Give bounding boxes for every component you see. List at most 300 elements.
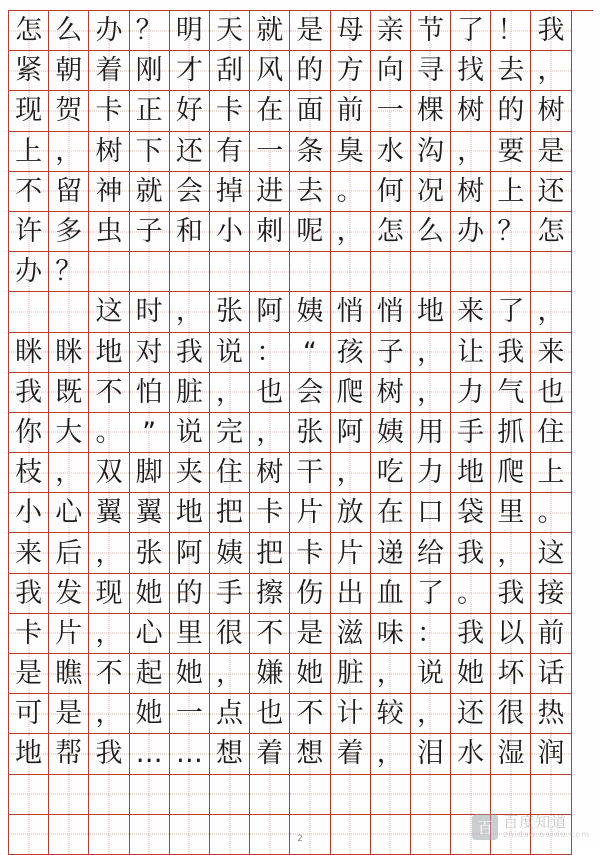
grid-cell <box>290 252 330 292</box>
grid-cell-char: 前 <box>336 95 364 127</box>
grid-cell <box>250 493 290 533</box>
grid-cell <box>9 574 49 614</box>
grid-cell <box>411 413 451 453</box>
grid-cell-char: 下 <box>135 135 163 167</box>
grid-cell-char: 向 <box>376 55 404 87</box>
grid-cell <box>89 775 129 815</box>
grid-cell-char: 去 <box>497 55 525 87</box>
grid-cell <box>371 333 411 373</box>
grid-cell-char: 也 <box>256 376 284 408</box>
grid-cell <box>89 694 129 734</box>
grid-cell <box>531 252 571 292</box>
grid-cell-char: 前 <box>537 617 565 649</box>
grid-cell-char: 不 <box>95 658 123 690</box>
grid-cell-char: 她 <box>296 658 324 690</box>
grid-cell-char: 小 <box>15 497 43 529</box>
grid-cell <box>89 292 129 332</box>
grid-cell-char: 让 <box>457 336 485 368</box>
grid-cell <box>250 574 290 614</box>
grid-cell <box>210 775 250 815</box>
grid-cell <box>290 533 330 573</box>
grid-cell-char: 很 <box>497 698 525 730</box>
grid-cell-char: 卡 <box>256 497 284 529</box>
grid-cell-char: 不 <box>296 698 324 730</box>
grid-cell-char: 坏 <box>497 658 525 690</box>
grid-cell-char: 力 <box>416 457 444 489</box>
grid-cell <box>290 51 330 91</box>
grid-cell <box>9 132 49 172</box>
grid-cell-char: 心 <box>135 617 163 649</box>
grid-cell-char: 着 <box>336 738 364 770</box>
grid-cell-char: ？ <box>497 216 525 248</box>
grid-cell <box>411 212 451 252</box>
grid-cell <box>210 694 250 734</box>
grid-cell <box>451 333 491 373</box>
grid-cell <box>531 453 571 493</box>
grid-cell <box>210 172 250 212</box>
grid-cell-char: 这 <box>95 296 123 328</box>
grid-cell-char: 还 <box>175 135 203 167</box>
grid-cell <box>290 132 330 172</box>
grid-cell <box>411 172 451 212</box>
grid-cell-char: ， <box>95 617 123 649</box>
grid-cell <box>250 614 290 654</box>
grid-cell <box>170 614 210 654</box>
grid-cell <box>331 51 371 91</box>
grid-cell <box>371 493 411 533</box>
grid-cell <box>9 734 49 774</box>
grid-cell-char: 方 <box>336 55 364 87</box>
grid-cell-char: 脏 <box>175 376 203 408</box>
grid-cell-char: 卡 <box>216 95 244 127</box>
grid-cell-char: 上 <box>497 175 525 207</box>
grid-cell <box>9 694 49 734</box>
grid-row <box>9 172 593 212</box>
grid-cell-char: 天 <box>216 15 244 47</box>
grid-cell <box>250 775 290 815</box>
grid-cell-char: 干 <box>296 457 324 489</box>
grid-cell <box>49 574 89 614</box>
grid-cell <box>9 333 49 373</box>
grid-cell-char: 怎 <box>15 15 43 47</box>
grid-cell <box>250 292 290 332</box>
grid-cell-char: 树 <box>457 175 485 207</box>
grid-cell-char: 把 <box>216 497 244 529</box>
grid-cell-char: 刺 <box>256 216 284 248</box>
grid-cell <box>491 51 531 91</box>
grid-cell <box>210 373 250 413</box>
grid-cell <box>451 413 491 453</box>
grid-cell <box>290 614 330 654</box>
grid-cell-char: 阿 <box>175 537 203 569</box>
grid-cell <box>411 91 451 131</box>
grid-cell <box>290 91 330 131</box>
grid-cell-char: 发 <box>55 577 83 609</box>
grid-cell <box>531 212 571 252</box>
grid-cell <box>331 614 371 654</box>
grid-cell-char: 润 <box>537 738 565 770</box>
grid-cell <box>9 413 49 453</box>
grid-cell-char: 住 <box>537 416 565 448</box>
grid-cell <box>89 453 129 493</box>
grid-cell-char: 片 <box>336 537 364 569</box>
grid-cell <box>411 533 451 573</box>
grid-cell <box>49 453 89 493</box>
grid-cell-char: 出 <box>336 577 364 609</box>
grid-cell <box>331 775 371 815</box>
grid-cell-char: ， <box>95 698 123 730</box>
grid-cell-char: ： <box>256 336 284 368</box>
grid-cell <box>89 614 129 654</box>
grid-cell-char: 帮 <box>55 738 83 770</box>
grid-cell <box>290 775 330 815</box>
grid-cell <box>411 51 451 91</box>
grid-cell <box>49 252 89 292</box>
grid-cell-char: 放 <box>336 497 364 529</box>
grid-cell-char: 办 <box>457 216 485 248</box>
grid-row <box>9 453 593 493</box>
grid-cell <box>531 51 571 91</box>
grid-cell-char: ， <box>95 537 123 569</box>
grid-cell <box>331 413 371 453</box>
grid-cell-char: 紧 <box>15 55 43 87</box>
grid-cell <box>9 292 49 332</box>
grid-cell <box>9 614 49 654</box>
grid-cell-char: 姨 <box>296 296 324 328</box>
grid-cell <box>411 574 451 614</box>
grid-cell-char: 热 <box>537 698 565 730</box>
grid-cell-char: 说 <box>216 336 244 368</box>
grid-cell-char: 袋 <box>457 497 485 529</box>
grid-cell-char: 是 <box>15 658 43 690</box>
grid-cell-char: 棵 <box>416 95 444 127</box>
grid-row <box>9 252 593 292</box>
grid-cell <box>49 614 89 654</box>
grid-row <box>9 413 593 453</box>
grid-cell <box>210 252 250 292</box>
grid-cell <box>130 252 170 292</box>
grid-cell-char: 还 <box>537 175 565 207</box>
grid-cell <box>210 533 250 573</box>
grid-cell-char: 掉 <box>216 175 244 207</box>
grid-cell <box>411 11 451 51</box>
grid-cell <box>170 212 210 252</box>
grid-cell-char: 找 <box>457 55 485 87</box>
grid-cell-char: 么 <box>55 15 83 47</box>
grid-cell-char: 不 <box>15 175 43 207</box>
grid-cell <box>331 574 371 614</box>
grid-cell-char: 她 <box>457 658 485 690</box>
grid-cell-char: 瞧 <box>55 658 83 690</box>
grid-cell <box>491 333 531 373</box>
grid-cell-char: 有 <box>216 135 244 167</box>
grid-cell <box>531 373 571 413</box>
grid-cell <box>451 91 491 131</box>
grid-cell-char: 想 <box>296 738 324 770</box>
grid-cell-char: 双 <box>95 457 123 489</box>
grid-cell-char: 去 <box>296 175 324 207</box>
grid-cell <box>89 734 129 774</box>
grid-cell-char: 会 <box>175 175 203 207</box>
grid-cell-char: 树 <box>376 376 404 408</box>
grid-cell <box>49 373 89 413</box>
grid-cell-char: 她 <box>135 698 163 730</box>
grid-cell-char: 刮 <box>216 55 244 87</box>
grid-cell <box>411 252 451 292</box>
grid-cell-char: 我 <box>15 376 43 408</box>
grid-cell <box>9 212 49 252</box>
grid-cell <box>451 614 491 654</box>
grid-cell-char: 一 <box>175 698 203 730</box>
grid-cell-char: 亲 <box>376 15 404 47</box>
grid-cell-char: 脚 <box>135 457 163 489</box>
grid-cell <box>89 533 129 573</box>
grid-cell-char: ， <box>537 296 565 328</box>
grid-cell <box>371 132 411 172</box>
grid-row <box>9 614 593 654</box>
grid-cell <box>130 51 170 91</box>
grid-cell-char: 你 <box>15 416 43 448</box>
grid-cell-char: 才 <box>175 55 203 87</box>
grid-cell <box>451 453 491 493</box>
grid-cell <box>290 212 330 252</box>
grid-cell-char: 也 <box>537 376 565 408</box>
grid-cell-char: 的 <box>497 95 525 127</box>
grid-cell-char: 臭 <box>336 135 364 167</box>
grid-cell <box>411 292 451 332</box>
grid-cell <box>451 775 491 815</box>
grid-cell-char: 悄 <box>376 296 404 328</box>
grid-cell-char: ， <box>216 658 244 690</box>
grid-cell <box>170 292 210 332</box>
grid-cell <box>491 533 531 573</box>
grid-cell-char: 可 <box>15 698 43 730</box>
grid-cell-char: 滋 <box>336 617 364 649</box>
grid-cell <box>210 91 250 131</box>
grid-cell-char: 怎 <box>376 216 404 248</box>
grid-cell-char: 和 <box>175 216 203 248</box>
grid-cell-char: 她 <box>175 658 203 690</box>
grid-cell-char: ， <box>416 336 444 368</box>
grid-cell <box>210 11 250 51</box>
grid-cell-char: ” <box>142 416 157 448</box>
grid-cell <box>170 453 210 493</box>
grid-cell-char: 片 <box>55 617 83 649</box>
grid-cell <box>49 11 89 51</box>
grid-cell <box>290 292 330 332</box>
grid-cell <box>531 654 571 694</box>
grid-cell <box>250 694 290 734</box>
grid-cell <box>531 694 571 734</box>
grid-cell <box>210 51 250 91</box>
grid-cell <box>170 654 210 694</box>
grid-cell <box>89 252 129 292</box>
grid-cell <box>89 132 129 172</box>
grid-cell <box>130 775 170 815</box>
grid-cell-char: 贺 <box>55 95 83 127</box>
grid-cell <box>451 574 491 614</box>
grid-cell-char: 许 <box>15 216 43 248</box>
grid-cell-char: 较 <box>376 698 404 730</box>
grid-cell <box>89 574 129 614</box>
grid-cell <box>9 373 49 413</box>
grid-cell-char: 小 <box>216 216 244 248</box>
grid-cell-char: 阿 <box>336 416 364 448</box>
grid-cell <box>411 373 451 413</box>
grid-cell-char: 气 <box>497 376 525 408</box>
grid-cell <box>531 172 571 212</box>
grid-cell <box>451 11 491 51</box>
grid-cell-char: 留 <box>55 175 83 207</box>
grid-cell <box>9 453 49 493</box>
grid-cell <box>290 694 330 734</box>
grid-cell-char: 翼 <box>135 497 163 529</box>
grid-cell-char: 孩 <box>336 336 364 368</box>
grid-cell <box>371 574 411 614</box>
grid-cell <box>451 694 491 734</box>
grid-cell-char: 了 <box>457 15 485 47</box>
grid-cell <box>491 132 531 172</box>
grid-cell <box>371 453 411 493</box>
grid-cell <box>49 654 89 694</box>
grid-cell-char: ， <box>55 135 83 167</box>
grid-cell <box>451 493 491 533</box>
grid-cell-char: 口 <box>416 497 444 529</box>
grid-cell <box>130 292 170 332</box>
grid-cell <box>210 333 250 373</box>
grid-cell <box>49 51 89 91</box>
grid-cell-char: 时 <box>135 296 163 328</box>
grid-cell <box>210 292 250 332</box>
grid-cell-char: 眯 <box>55 336 83 368</box>
grid-cell <box>531 413 571 453</box>
grid-cell-char: 母 <box>336 15 364 47</box>
grid-cell-char: 办 <box>95 15 123 47</box>
grid-cell-char: 的 <box>296 55 324 87</box>
grid-cell <box>250 51 290 91</box>
grid-cell <box>531 493 571 533</box>
grid-cell <box>210 574 250 614</box>
grid-cell <box>250 132 290 172</box>
grid-row <box>9 132 593 172</box>
grid-cell <box>49 533 89 573</box>
grid-cell <box>210 493 250 533</box>
grid-cell-char: 夹 <box>175 457 203 489</box>
grid-cell <box>49 775 89 815</box>
grid-cell <box>371 172 411 212</box>
grid-cell <box>130 453 170 493</box>
writing-grid <box>8 10 593 855</box>
grid-cell <box>170 574 210 614</box>
grid-cell-char: 我 <box>15 577 43 609</box>
grid-cell <box>371 11 411 51</box>
grid-cell <box>491 252 531 292</box>
grid-cell-char: 递 <box>376 537 404 569</box>
grid-cell <box>331 493 371 533</box>
grid-cell <box>290 333 330 373</box>
grid-row <box>9 373 593 413</box>
grid-cell <box>250 373 290 413</box>
grid-cell-char: 水 <box>457 738 485 770</box>
grid-cell <box>49 132 89 172</box>
grid-cell-char: 她 <box>135 577 163 609</box>
grid-cell <box>411 132 451 172</box>
grid-cell <box>491 493 531 533</box>
grid-cell <box>170 51 210 91</box>
watermark-en-text: zhidao.baidu.com <box>503 829 590 839</box>
grid-cell <box>9 533 49 573</box>
grid-row <box>9 333 593 373</box>
grid-cell-char: 完 <box>216 416 244 448</box>
grid-row <box>9 694 593 734</box>
grid-cell-char: 抓 <box>497 416 525 448</box>
grid-cell <box>9 775 49 815</box>
grid-cell <box>531 775 571 815</box>
grid-cell <box>250 252 290 292</box>
grid-cell-char: 上 <box>537 457 565 489</box>
grid-cell-char: ， <box>376 738 404 770</box>
grid-cell <box>130 91 170 131</box>
grid-cell-char: 枝 <box>15 457 43 489</box>
grid-row <box>9 11 593 51</box>
grid-row <box>9 493 593 533</box>
grid-cell <box>89 91 129 131</box>
grid-cell <box>491 775 531 815</box>
grid-cell-char: 水 <box>376 135 404 167</box>
grid-cell-char: … <box>135 738 163 770</box>
grid-cell <box>250 333 290 373</box>
grid-cell-char: 风 <box>256 55 284 87</box>
grid-cell <box>170 493 210 533</box>
grid-cell <box>89 493 129 533</box>
grid-cell <box>210 132 250 172</box>
grid-cell-char: 一 <box>256 135 284 167</box>
grid-cell-char: 说 <box>175 416 203 448</box>
grid-cell <box>130 533 170 573</box>
grid-cell <box>130 11 170 51</box>
grid-cell-char: 不 <box>95 376 123 408</box>
grid-cell-char: 卡 <box>95 95 123 127</box>
grid-cell <box>491 373 531 413</box>
grid-cell-char: 树 <box>537 95 565 127</box>
grid-cell-char: 虫 <box>95 216 123 248</box>
grid-cell <box>49 413 89 453</box>
grid-cell <box>210 413 250 453</box>
grid-row <box>9 533 593 573</box>
grid-cell-char: “ <box>302 336 317 368</box>
grid-cell <box>89 11 129 51</box>
grid-cell <box>210 453 250 493</box>
grid-cell-char: 我 <box>457 617 485 649</box>
grid-cell <box>371 734 411 774</box>
grid-cell-char: 。 <box>336 175 364 207</box>
grid-cell-char: 既 <box>55 376 83 408</box>
grid-cell-char: 。 <box>457 577 485 609</box>
grid-cell <box>49 212 89 252</box>
grid-cell <box>371 212 411 252</box>
grid-cell-char: ， <box>256 416 284 448</box>
grid-cell-char: 眯 <box>15 336 43 368</box>
grid-cell-char: 大 <box>55 416 83 448</box>
grid-cell <box>130 212 170 252</box>
grid-cell-char: 怎 <box>537 216 565 248</box>
grid-cell <box>89 172 129 212</box>
grid-cell-char: 是 <box>296 15 324 47</box>
grid-cell <box>371 694 411 734</box>
grid-cell <box>371 292 411 332</box>
grid-cell <box>451 252 491 292</box>
grid-cell <box>290 172 330 212</box>
